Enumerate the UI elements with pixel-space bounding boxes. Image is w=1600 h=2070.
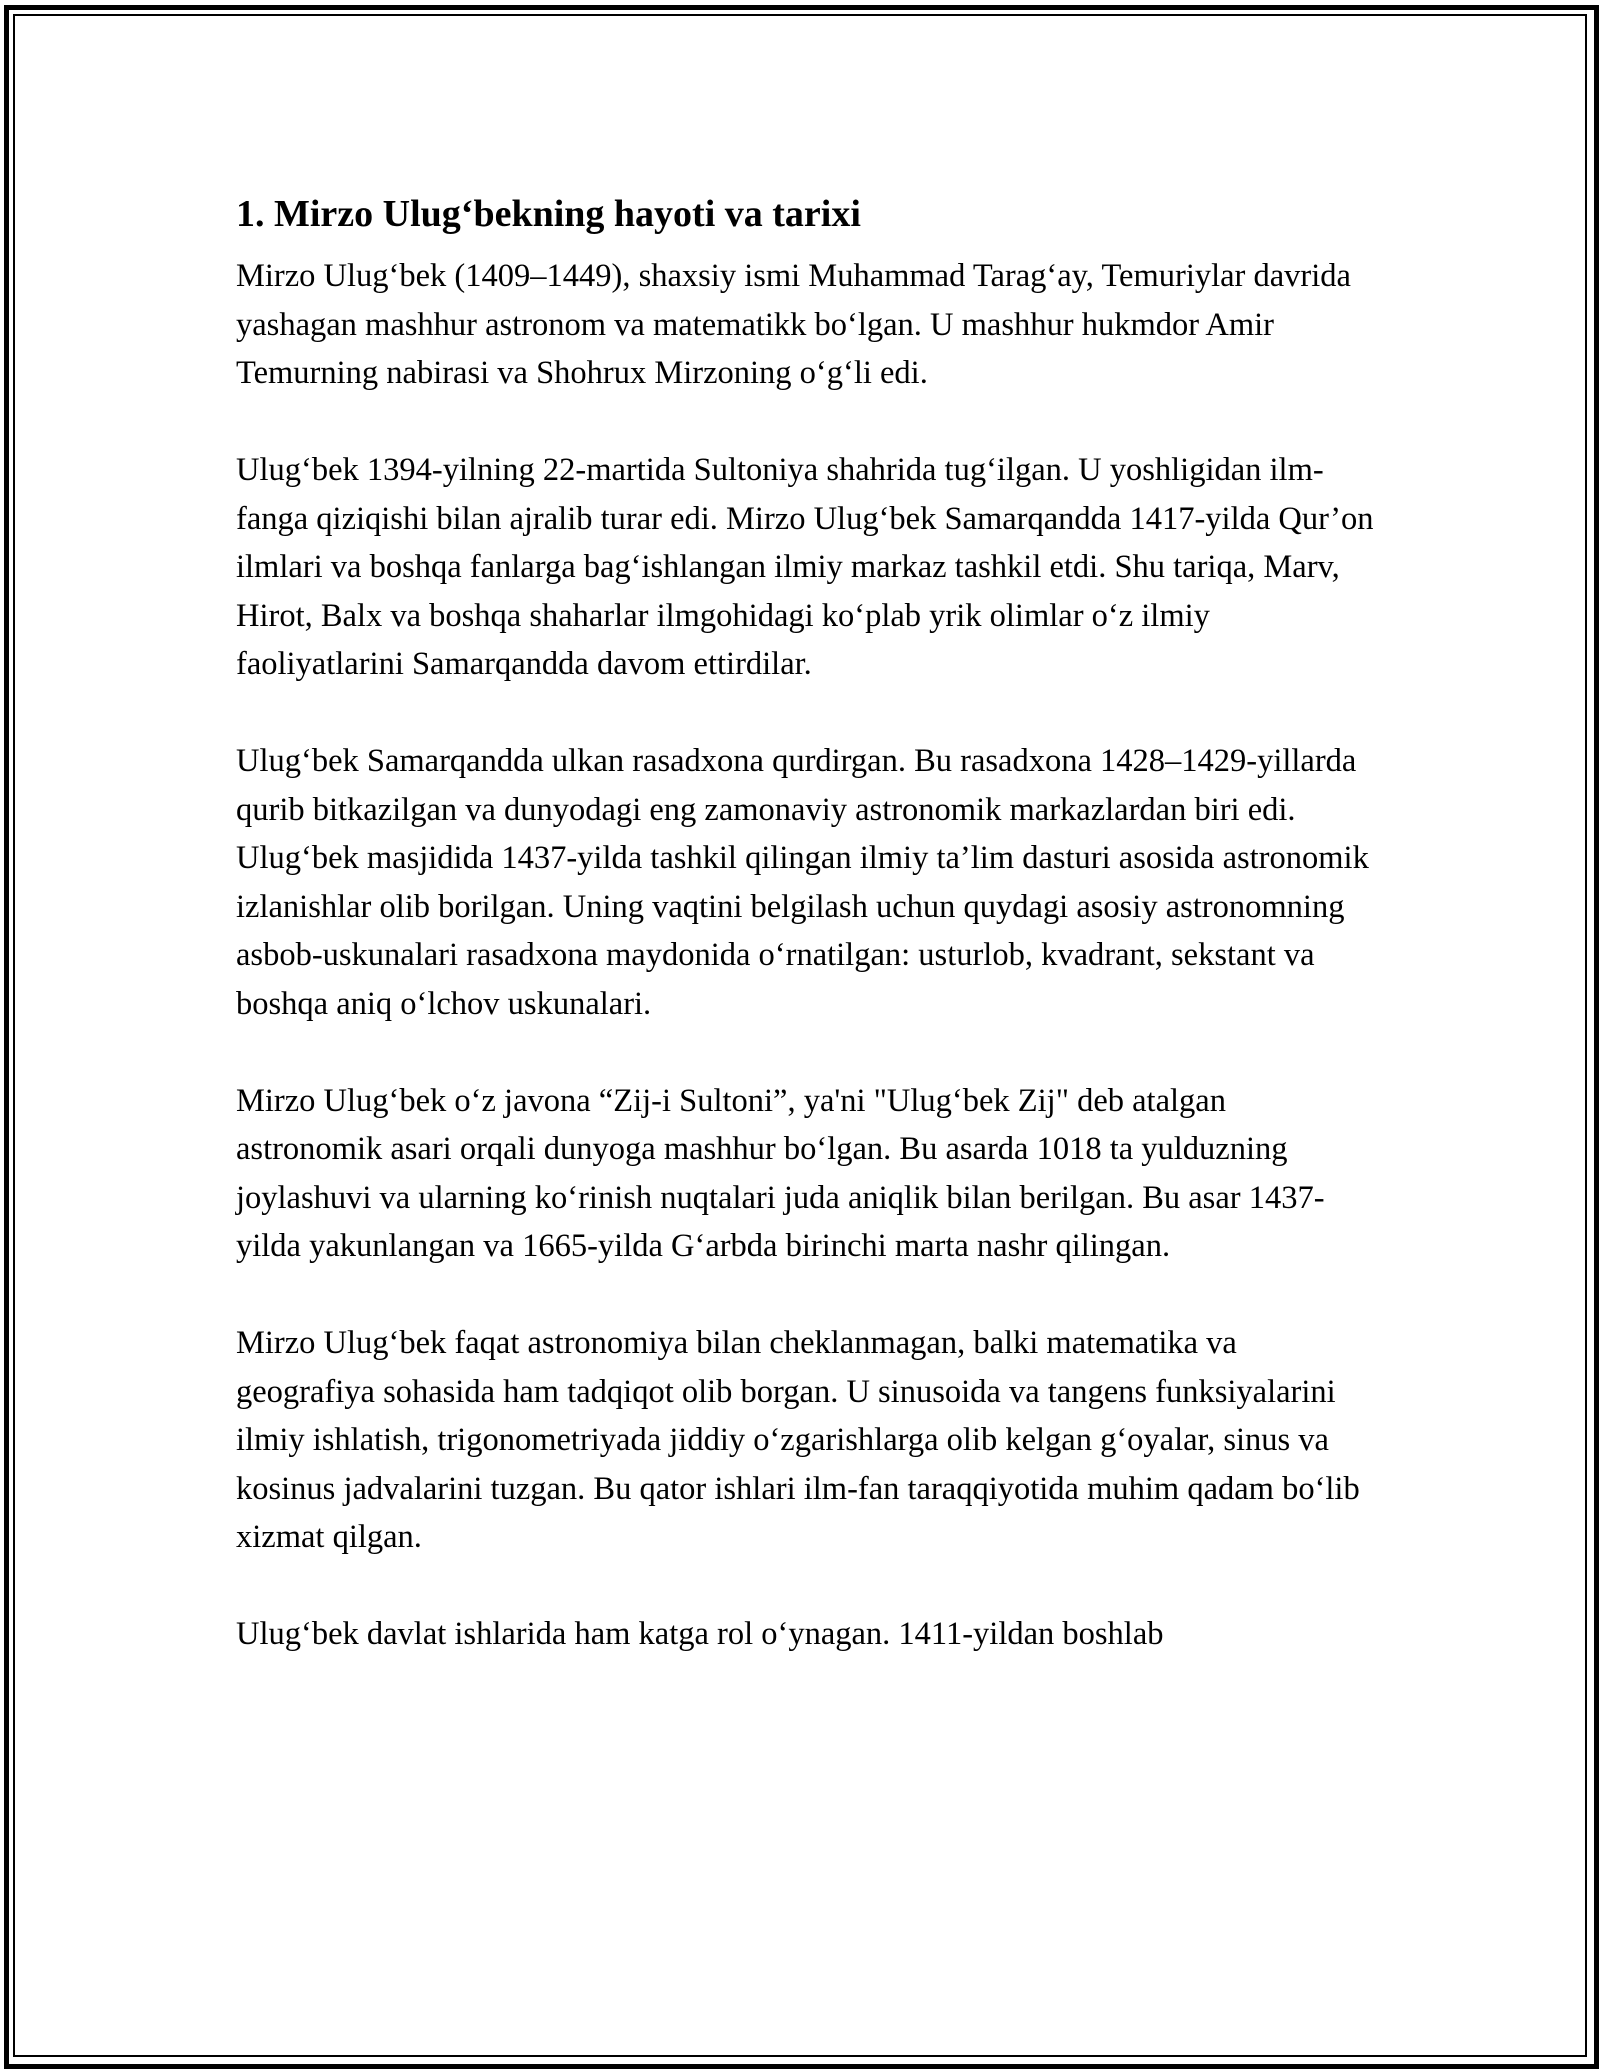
paragraph-4: Mirzo Ulug‘bek o‘z javona “Zij-i Sultoni”, ya'ni "Ulug‘bek Zij" deb atalgan astronomik asari orqali dunyoga mashhur bo‘lgan. Bu asarda 1018 ta yulduzning joylashuvi va ularning ko‘rinish nuqtalari juda aniqlik bilan berilgan. Bu asar 1437-yilda yakunlangan va 1665-yilda G‘arbda birinchi marta nashr qilingan.	[236, 1082, 1325, 1264]
document-body	[236, 184, 1376, 1707]
section-heading: 1. Mirzo Ulug‘bekning hayoti va tarixi	[236, 193, 861, 235]
paragraph-5: Mirzo Ulug‘bek faqat astronomiya bilan cheklanmagan, balki matematika va geografiya sohasida ham tadqiqot olib borgan. U sinusoida va tangens funksiyalarini ilmiy ishlatish, trigonometriyada jiddiy o‘zgarishlarga olib kelgan g‘oyalar, sinus va kosinus jadvalarini tuzgan. Bu qator ishlari ilm-fan taraqqiyotida muhim qadam bo‘lib xizmat qilgan.	[236, 1325, 1360, 1555]
paragraph-2: Ulug‘bek 1394-yilning 22-martida Sultoniya shahrida tug‘ilgan. U yoshligidan ilm-fanga qiziqishi bilan ajralib turar edi. Mirzo Ulug‘bek Samarqandda 1417-yilda Qur’on ilmlari va boshqa fanlarga bag‘ishlangan ilmiy markaz tashkil etdi. Shu tariqa, Marv, Hirot, Balx va boshqa shaharlar ilmgohidagi ko‘plab yrik olimlar o‘z ilmiy faoliyatlarini Samarqandda davom ettirdilar.	[236, 452, 1374, 682]
paragraph-1: Mirzo Ulug‘bek (1409–1449), shaxsiy ismi Muhammad Tarag‘ay, Temuriylar davrida yashagan mashhur astronom va matematikk bo‘lgan. U mashhur hukmdor Amir Temurning nabirasi va Shohrux Mirzoning o‘g‘li edi.	[236, 258, 1351, 391]
paragraph-3: Ulug‘bek Samarqandda ulkan rasadxona qurdirgan. Bu rasadxona 1428–1429-yillarda qurib bitkazilgan va dunyodagi eng zamonaviy astronomik markazlardan biri edi. Ulug‘bek masjidida 1437-yilda tashkil qilingan ilmiy ta’lim dasturi asosida astronomik izlanishlar olib borilgan. Uning vaqtini belgilash uchun quydagi asosiy astronomning asbob-uskunalari rasadxona maydonida o‘rnatilgan: usturlob, kvadrant, sekstant va boshqa aniq o‘lchov uskunalari.	[236, 743, 1369, 1022]
paragraph-6: Ulug‘bek davlat ishlarida ham katga rol o‘ynagan. 1411-yildan boshlab	[236, 1616, 1164, 1652]
